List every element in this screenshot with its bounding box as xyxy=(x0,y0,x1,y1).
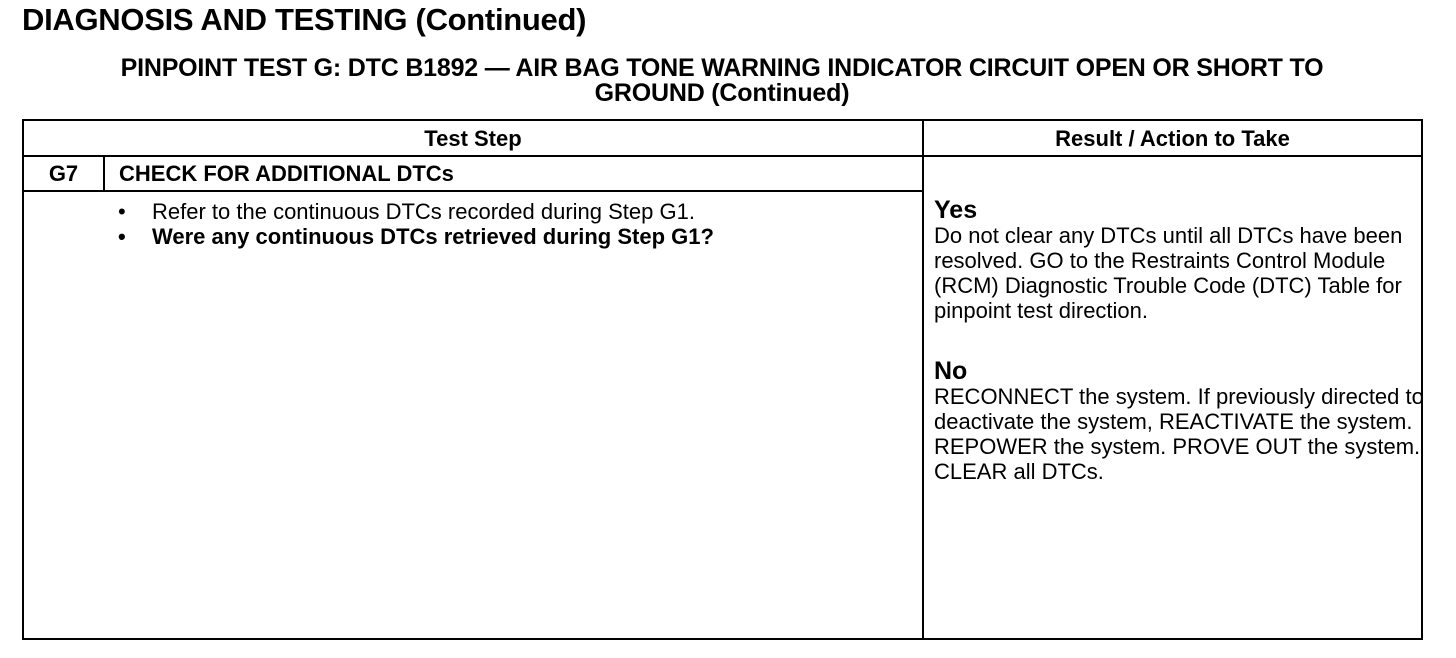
pinpoint-test-title xyxy=(22,56,1422,106)
step-instructions xyxy=(114,199,714,249)
step-instruction-text: Refer to the continuous DTCs recorded during Step G1. xyxy=(152,199,695,224)
table-header-row xyxy=(24,121,1421,157)
header-test-step: Test Step xyxy=(424,126,522,151)
column-divider xyxy=(922,121,924,638)
page-title: DIAGNOSIS AND TESTING (Continued) xyxy=(22,2,587,37)
pinpoint-test-title-line2: GROUND (Continued) xyxy=(594,79,850,107)
result-yes-text: Do not clear any DTCs until all DTCs have been resolved. GO to the Restraints Control Module (RCM) Diagnostic Trouble Code (DTC) Table for pinpoint test direction. xyxy=(934,223,1403,323)
bullet-icon: • xyxy=(118,199,126,224)
pinpoint-test-title-line1: PINPOINT TEST G: DTC B1892 — AIR BAG TONE WARNING INDICATOR CIRCUIT OPEN OR SHORT TO xyxy=(120,54,1324,82)
result-no xyxy=(934,358,1424,484)
step-title-row xyxy=(24,157,922,192)
header-result-action: Result / Action to Take xyxy=(1055,126,1290,151)
pinpoint-test-table xyxy=(22,119,1423,640)
result-yes xyxy=(934,197,1424,323)
step-title: CHECK FOR ADDITIONAL DTCs xyxy=(119,161,454,186)
step-question-item xyxy=(114,224,714,249)
step-question-text: Were any continuous DTCs retrieved during Step G1? xyxy=(152,224,714,249)
step-id: G7 xyxy=(24,157,105,190)
result-yes-label: Yes xyxy=(934,196,978,224)
bullet-icon: • xyxy=(118,224,126,249)
step-instruction-item xyxy=(114,199,714,224)
result-no-text: RECONNECT the system. If previously directed to deactivate the system, REACTIVATE the system. REPOWER the system. PROVE OUT the system. CLEAR all DTCs. xyxy=(934,384,1424,484)
result-no-label: No xyxy=(934,357,968,385)
